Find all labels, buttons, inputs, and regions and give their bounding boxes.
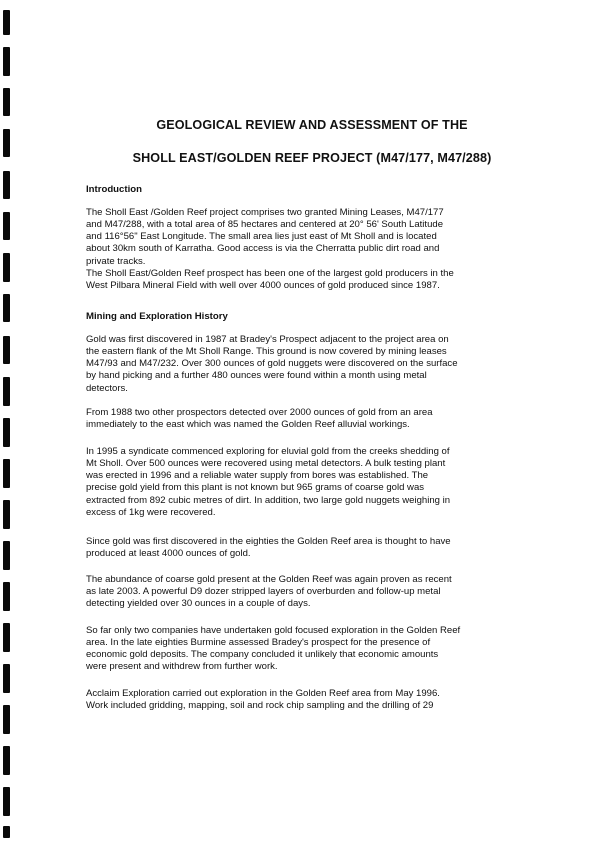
document-title-line-2: SHOLL EAST/GOLDEN REEF PROJECT (M47/177, M47/288) [132, 151, 492, 165]
binding-hole [3, 787, 10, 816]
binding-hole [3, 253, 10, 282]
binding-hole [3, 10, 10, 35]
intro-paragraph: The Sholl East /Golden Reef project comprises two granted Mining Leases, M47/177 and M47/288, with a total area of 85 hectares and centered at 20° 56' South Latitude and 116°56" East Longitude. The small area lies just east of Mt Sholl and is located about 30km south of Karratha. Good access is via the Cherratta public dirt road and private tracks. The Sholl East/Golden Reef prospect has been one of the largest gold producers in the West Pilbara Mineral Field with well over 4000 ounces of gold produced since 1987. [86, 207, 454, 291]
binding-hole [3, 664, 10, 693]
history-paragraph: So far only two companies have undertaken gold focused exploration in the Golden Reef area. In the late eighties Burmine assessed Bradey's prospect for the presence of economic gold deposits. The company concluded it unlikely that economic amounts were present and withdrew from further work. [86, 625, 461, 673]
binding-hole [3, 826, 10, 838]
binding-hole [3, 377, 10, 406]
document-title-line-1: GEOLOGICAL REVIEW AND ASSESSMENT OF THE [156, 118, 468, 132]
binding-hole [3, 623, 10, 652]
binding-hole [3, 746, 10, 775]
binding-hole [3, 705, 10, 734]
section-heading-mining-history: Mining and Exploration History [86, 311, 228, 322]
binding-hole [3, 459, 10, 488]
history-paragraph: Acclaim Exploration carried out exploration in the Golden Reef area from May 1996. Work included gridding, mapping, soil and rock chip sampling and the drilling of 29 [86, 688, 440, 712]
binding-hole [3, 418, 10, 447]
binding-hole [3, 88, 10, 116]
binding-hole [3, 541, 10, 570]
history-paragraph: From 1988 two other prospectors detected over 2000 ounces of gold from an area immediately to the east which was named the Golden Reef alluvial workings. [86, 407, 433, 431]
history-paragraph: The abundance of coarse gold present at the Golden Reef was again proven as recent as late 2003. A powerful D9 dozer stripped layers of overburden and follow-up metal detecting yielded over 30 ounces in a couple of days. [86, 574, 452, 610]
binding-hole [3, 294, 10, 322]
binding-hole [3, 171, 10, 199]
history-paragraph: In 1995 a syndicate commenced exploring for eluvial gold from the creeks shedding of Mt Sholl. Over 500 ounces were recovered using metal detectors. A bulk testing plant was erected in 1996 and a reliable water supply from bores was established. The precise gold yield from this plant is not known but 965 grams of coarse gold was extracted from 892 cubic metres of dirt. In addition, two large gold nuggets weighing in excess of 1kg were recovered. [86, 446, 451, 518]
binding-hole [3, 500, 10, 529]
binding-hole [3, 212, 10, 240]
history-paragraph: Since gold was first discovered in the eighties the Golden Reef area is thought to have produced at least 4000 ounces of gold. [86, 536, 451, 560]
binding-hole [3, 582, 10, 611]
section-heading-introduction: Introduction [86, 184, 142, 195]
binding-hole [3, 129, 10, 157]
history-paragraph: Gold was first discovered in 1987 at Bradey's Prospect adjacent to the project area on the eastern flank of the Mt Sholl Range. This ground is now covered by mining leases M47/93 and M47/232. Over 300 ounces of gold nuggets were discovered on the surface by hand picking and a further 480 ounces were found within a month using metal detectors. [86, 334, 458, 394]
binding-hole [3, 336, 10, 364]
binding-hole [3, 47, 10, 76]
comb-binding [0, 0, 14, 842]
